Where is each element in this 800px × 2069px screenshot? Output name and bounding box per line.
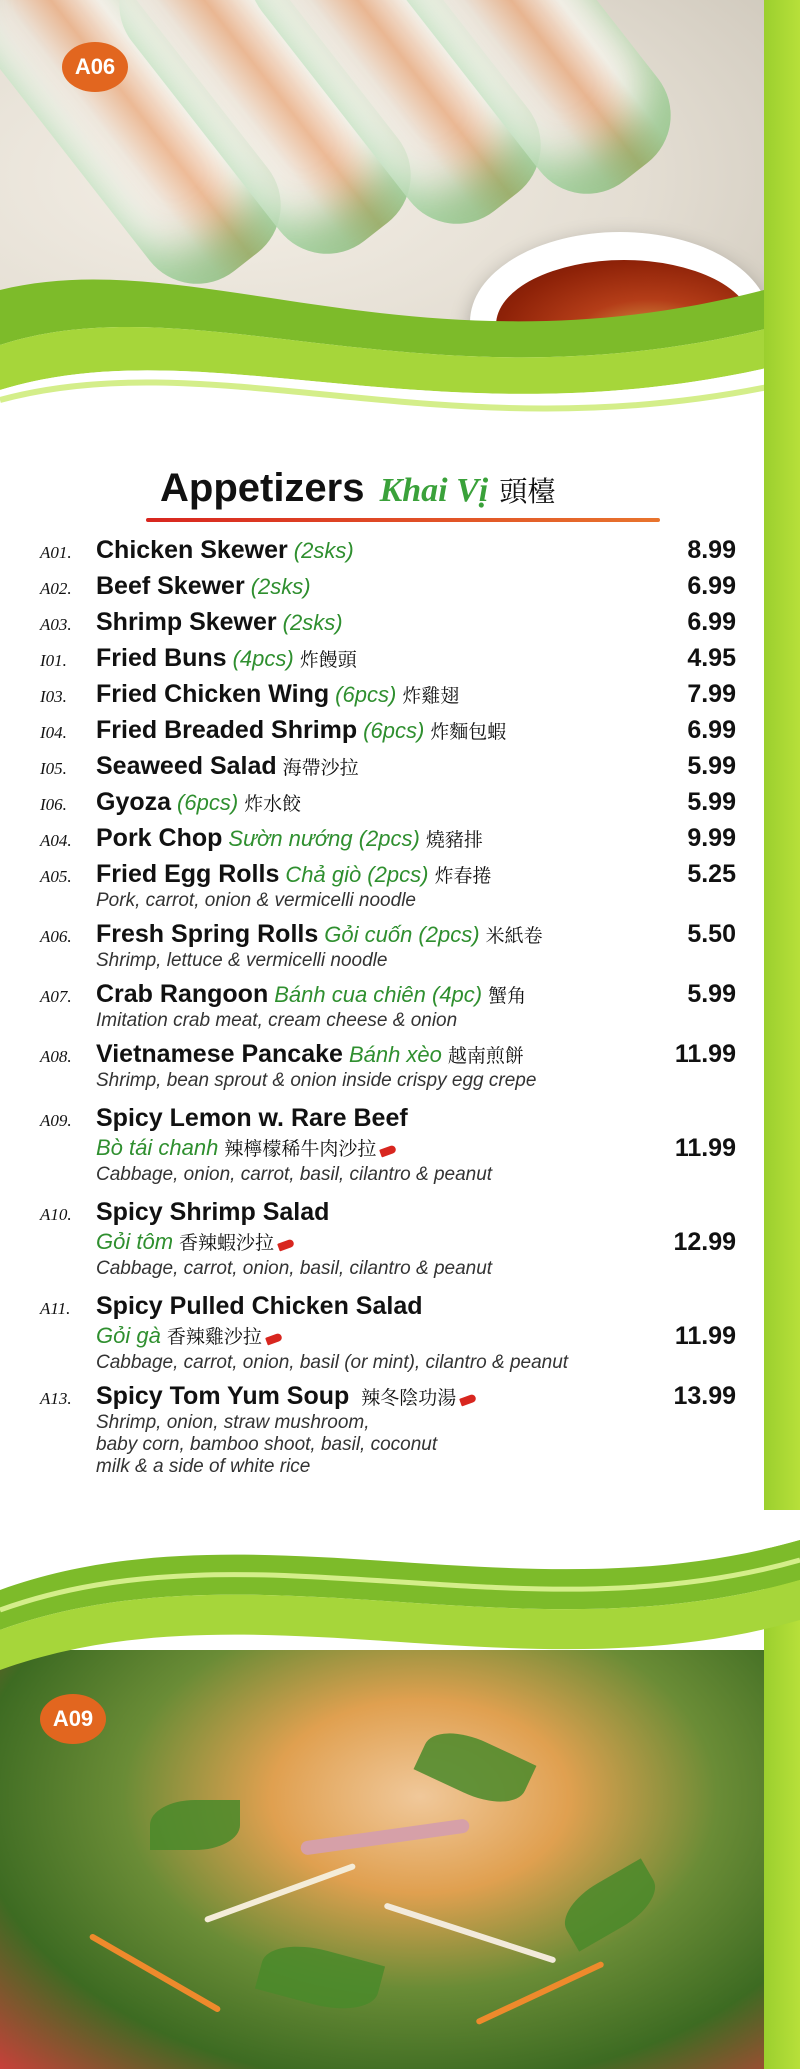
menu-item: [40, 980, 740, 1040]
item-price: 5.99: [687, 752, 736, 780]
item-badge-bottom: A09: [40, 1694, 106, 1744]
chili-pepper-icon: [459, 1394, 477, 1407]
item-name: Pork Chop: [96, 824, 223, 852]
item-code: A04.: [40, 831, 72, 850]
item-description: Cabbage, carrot, onion, basil (or mint), cilantro & peanut: [96, 1352, 569, 1373]
item-description: Shrimp, lettuce & vermicelli noodle: [96, 950, 388, 971]
item-name: Chicken Skewer: [96, 536, 288, 564]
item-code: A13.: [40, 1389, 72, 1408]
item-name: Spicy Pulled Chicken Salad: [96, 1292, 423, 1320]
beef-salad-photo: [0, 1650, 764, 2069]
menu-item: [40, 680, 740, 716]
item-chinese-name: 炸饅頭: [299, 649, 357, 671]
item-vietnamese-name: Bánh xèo: [348, 1042, 442, 1067]
item-code: A07.: [40, 987, 72, 1006]
salad-leaf-image: [414, 1719, 537, 1815]
item-price: 8.99: [687, 536, 736, 564]
menu-item-spicy: [40, 1292, 740, 1382]
menu-item: [40, 860, 740, 920]
item-vietnamese-name: Gỏi gà: [96, 1323, 161, 1348]
menu-item: [40, 920, 740, 980]
item-price: 13.99: [673, 1382, 736, 1410]
item-chinese-name: 香辣蝦沙拉: [179, 1232, 275, 1254]
item-chinese-name: 越南煎餅: [447, 1045, 524, 1067]
item-name: Crab Rangoon: [96, 980, 269, 1008]
item-chinese-name: 蟹角: [488, 985, 527, 1007]
item-description: Imitation crab meat, cream cheese & onion: [96, 1010, 458, 1031]
menu-item: [40, 536, 740, 572]
item-name: Spicy Tom Yum Soup: [96, 1382, 350, 1410]
bottom-green-wave: [0, 1510, 800, 1700]
item-chinese-name: 米紙卷: [485, 925, 543, 947]
item-code: A09.: [40, 1111, 72, 1130]
item-vietnamese-name: Gỏi cuốn (2pcs): [324, 922, 480, 947]
item-chinese-name: 炸水餃: [244, 793, 302, 815]
heading-english: Appetizers: [160, 466, 365, 510]
heading-underline: [146, 518, 660, 522]
salad-leaf-image: [150, 1800, 240, 1850]
item-code: I05.: [40, 759, 67, 778]
item-name: Fresh Spring Rolls: [96, 920, 319, 948]
chili-pepper-icon: [265, 1333, 283, 1346]
rare-beef-slice-image: [300, 1818, 470, 1856]
item-code: A06.: [40, 927, 72, 946]
item-name: Fried Chicken Wing: [96, 680, 330, 708]
carrot-shred-image: [89, 1933, 222, 2013]
item-chinese-name: 炸雞翅: [402, 685, 460, 707]
heading-vietnamese: Khai Vị: [379, 472, 489, 509]
item-price: 7.99: [687, 680, 736, 708]
item-description: Pork, carrot, onion & vermicelli noodle: [96, 890, 416, 911]
menu-item: [40, 1040, 740, 1104]
menu-item-spicy: [40, 1104, 740, 1198]
item-name: Seaweed Salad: [96, 752, 277, 780]
item-price: 6.99: [687, 608, 736, 636]
item-description-line: milk & a side of white rice: [96, 1456, 311, 1477]
menu-item: [40, 824, 740, 860]
item-code: I06.: [40, 795, 67, 814]
item-code: A01.: [40, 543, 72, 562]
item-description-line: baby corn, bamboo shoot, basil, coconut: [96, 1434, 438, 1455]
item-price: 6.99: [687, 572, 736, 600]
item-description: Cabbage, carrot, onion, basil, cilantro & peanut: [96, 1258, 493, 1279]
item-vietnamese-name: Gỏi tôm: [96, 1229, 174, 1254]
item-chinese-name: 海帶沙拉: [282, 757, 359, 779]
heading-chinese: 頭檯: [499, 475, 556, 508]
item-name: Gyoza: [96, 788, 172, 816]
item-quantity: (2sks): [282, 610, 343, 635]
item-price: 11.99: [674, 1322, 736, 1350]
item-name: Fried Breaded Shrimp: [96, 716, 358, 744]
section-heading: [160, 466, 680, 511]
item-description: Cabbage, onion, carrot, basil, cilantro & peanut: [96, 1164, 493, 1185]
item-description: Shrimp, bean sprout & onion inside crispy egg crepe: [96, 1070, 537, 1091]
item-chinese-name: 燒豬排: [425, 829, 483, 851]
item-quantity: (2sks): [293, 538, 354, 563]
top-green-wave: [0, 250, 800, 490]
item-code: I03.: [40, 687, 67, 706]
item-price: 12.99: [673, 1228, 736, 1256]
menu-item: [40, 608, 740, 644]
item-price: 5.25: [687, 860, 736, 888]
menu-item: [40, 644, 740, 680]
item-name: Fried Buns: [96, 644, 227, 672]
item-code: I04.: [40, 723, 67, 742]
menu-item: [40, 572, 740, 608]
salad-leaf-image: [255, 1935, 385, 2019]
item-name: Spicy Lemon w. Rare Beef: [96, 1104, 408, 1132]
menu-list: [40, 536, 740, 1478]
menu-item: [40, 752, 740, 788]
item-chinese-name: 辣冬陰功湯: [361, 1387, 457, 1409]
item-quantity: (6pcs): [363, 718, 425, 743]
item-vietnamese-name: Sườn nướng (2pcs): [228, 826, 420, 851]
item-badge-top: A06: [62, 42, 128, 92]
salad-leaf-image: [554, 1858, 666, 1951]
side-green-strip: [764, 0, 800, 2069]
item-code: A05.: [40, 867, 72, 886]
item-chinese-name: 香辣雞沙拉: [166, 1326, 262, 1348]
item-price: 4.95: [687, 644, 736, 672]
item-chinese-name: 辣檸檬稀牛肉沙拉: [224, 1138, 377, 1160]
carrot-shred-image: [475, 1961, 604, 2026]
item-chinese-name: 炸麵包蝦: [430, 721, 507, 743]
item-name: Fried Egg Rolls: [96, 860, 280, 888]
item-code: I01.: [40, 651, 67, 670]
item-description-line: Shrimp, onion, straw mushroom,: [96, 1412, 370, 1433]
item-code: A11.: [40, 1299, 71, 1318]
chili-pepper-icon: [379, 1145, 397, 1158]
cabbage-shred-image: [204, 1863, 356, 1923]
item-price: 5.99: [687, 980, 736, 1008]
menu-item-spicy: [40, 1198, 740, 1292]
item-vietnamese-name: Chả giò (2pcs): [285, 862, 429, 887]
item-code: A02.: [40, 579, 72, 598]
item-quantity: (4pcs): [232, 646, 294, 671]
item-quantity: (2sks): [250, 574, 311, 599]
item-name: Vietnamese Pancake: [96, 1040, 343, 1068]
item-price: 9.99: [687, 824, 736, 852]
item-chinese-name: 炸春捲: [434, 865, 492, 887]
item-name: Shrimp Skewer: [96, 608, 277, 636]
item-price: 5.99: [687, 788, 736, 816]
item-price: 5.50: [687, 920, 736, 948]
item-vietnamese-name: Bánh cua chiên (4pc): [274, 982, 483, 1007]
chili-pepper-icon: [277, 1239, 295, 1252]
menu-item: [40, 788, 740, 824]
item-price: 6.99: [687, 716, 736, 744]
item-code: A08.: [40, 1047, 72, 1066]
cabbage-shred-image: [383, 1902, 556, 1963]
menu-item: [40, 716, 740, 752]
item-name: Spicy Shrimp Salad: [96, 1198, 330, 1226]
item-price: 11.99: [674, 1040, 736, 1068]
menu-item-spicy: [40, 1382, 740, 1478]
item-quantity: (6pcs): [177, 790, 239, 815]
item-code: A03.: [40, 615, 72, 634]
item-code: A10.: [40, 1205, 72, 1224]
item-quantity: (6pcs): [335, 682, 397, 707]
item-price: 11.99: [674, 1134, 736, 1162]
item-vietnamese-name: Bò tái chanh: [96, 1135, 219, 1160]
item-name: Beef Skewer: [96, 572, 245, 600]
